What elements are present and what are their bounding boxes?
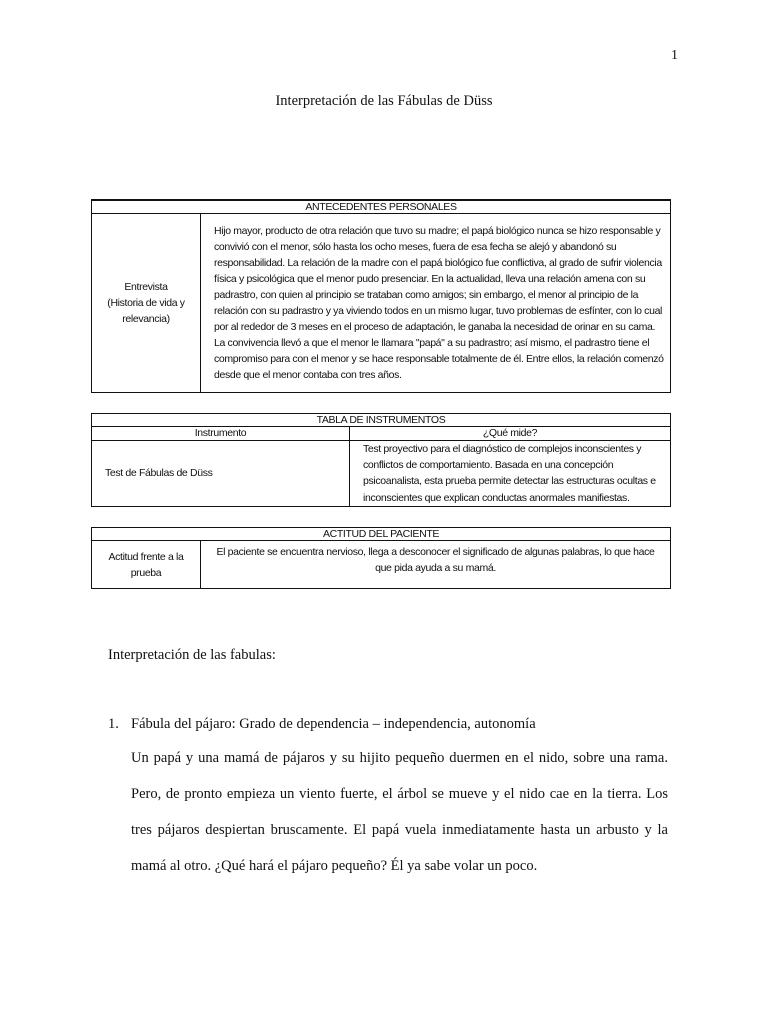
antecedentes-text: Hijo mayor, producto de otra relación que tuvo su madre; el papá biológico nunca se hizo responsable y convivió con el menor, sólo hasta los ocho meses, fuera de esa fecha se alejó y abandonó su responsabilidad. La relación de la madre con el papá biológico fue conflictiva, al grado de sufrir violencia física y psicológica que el menor pudo presenciar. En la actualidad, lleva una relación amena con su padrastro, con quien al principio se trataban como amigos; sin embargo, el menor al principio de la relación con su padrastro y ya viviendo todos en un mismo lugar, tuvo problemas de esfínter, con lo cual por al rededor de 3 meses en el proceso de adaptación, le ganaba la necesidad de orinar en su cama. La convivencia llevó a que el menor le llamara "papá" a su padrastro; así mismo, el padrastro tiene el compromiso para con el menor y se hace responsable totalmente de él. Entre ellos, la relación comenzó desde que el menor contaba con tres años.	[201, 214, 671, 393]
actitud-label-text: Actitud frente a la prueba	[108, 550, 184, 579]
list-item	[108, 716, 668, 884]
antecedentes-label	[92, 214, 201, 393]
fable-text: Un papá y una mamá de pájaros y su hijito pequeño duermen en el nido, sobre una rama. Pero, de pronto empieza un viento fuerte, el árbol se mueve y el nido cae en la tierra. Los tres pájaros despiertan bruscamente. El papá vuela inmediatamente hasta un arbusto y la mamá al otro. ¿Qué hará el pájaro pequeño? Él ya sabe volar un poco.	[131, 750, 668, 874]
instrumento-description: Test proyectivo para el diagnóstico de complejos inconscientes y conflictos de comportamiento. Basada en una concepción psicoanalista, esta prueba permite detectar las estructuras ocultas e inconscientes que explican conductas anormales manifiestas.	[350, 441, 671, 507]
antecedentes-label-text: Entrevista (Historia de vida y relevancia)	[107, 281, 185, 325]
interpretacion-heading: Interpretación de las fabulas:	[108, 647, 276, 663]
actitud-label	[92, 541, 201, 589]
fable-heading: Fábula del pájaro: Grado de dependencia – independencia, autonomía	[131, 716, 536, 732]
antecedentes-header: ANTECEDENTES PERSONALES	[92, 200, 671, 214]
instrumentos-header: TABLA DE INSTRUMENTOS	[92, 414, 671, 427]
actitud-table	[91, 527, 671, 589]
instrumentos-table	[91, 413, 671, 507]
actitud-text: El paciente se encuentra nervioso, llega a desconocer el significado de algunas palabras, lo que hace que pida ayuda a su mamá.	[201, 541, 671, 589]
column-header-instrumento: Instrumento	[92, 427, 350, 441]
antecedentes-table	[91, 199, 671, 393]
page-number: 1	[671, 48, 678, 63]
table-row	[92, 441, 671, 507]
fable-number: 1.	[108, 716, 119, 732]
document-title: Interpretación de las Fábulas de Düss	[275, 93, 493, 109]
fable-list	[108, 716, 668, 884]
instrumento-name: Test de Fábulas de Düss	[92, 441, 350, 507]
actitud-header: ACTITUD DEL PACIENTE	[92, 528, 671, 541]
column-header-que-mide: ¿Qué mide?	[350, 427, 671, 441]
